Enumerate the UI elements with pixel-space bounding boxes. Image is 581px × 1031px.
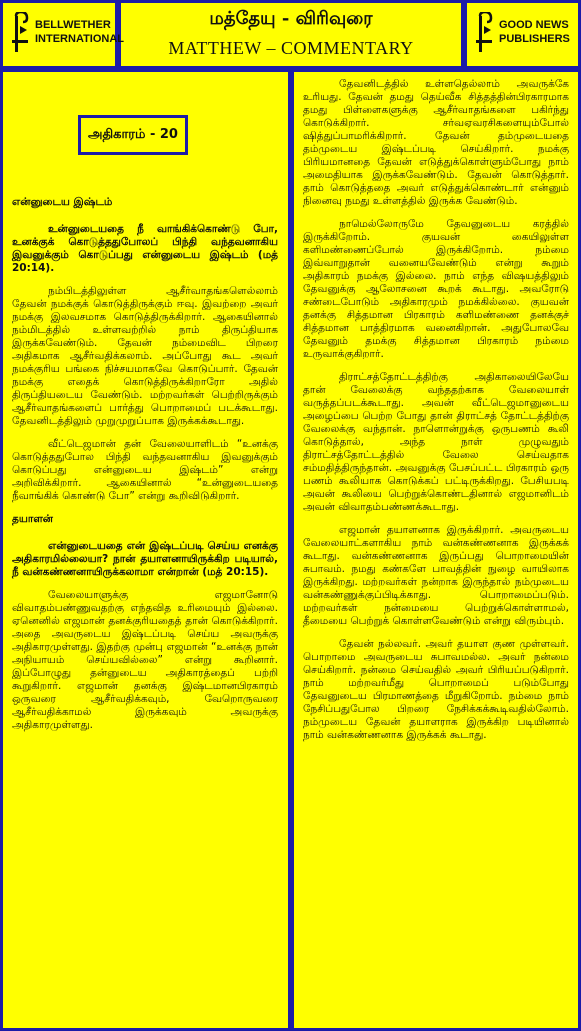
good-news-logo xyxy=(474,12,570,52)
paragraph: வீட்டெஜமான் தன் வேலையாளிடம் “உனக்கு கொடுத்ததுபோல பிந்தி வந்தவனாகிய இவனுக்கும் கொடுப்பது என்னுடைய இஷ்டம்” என்று அறிவிக்கிறார். ஆகையினால் “உன்னுடையதை நீவாங்கிக் கொண்டு போ” என்று கூறிவிடுகிறார். xyxy=(12,438,278,502)
title-english: MATTHEW – COMMENTARY xyxy=(168,38,414,58)
verse-quote: என்னுடையதை என் இஷ்டப்படி செய்ய எனக்கு அதிகாரமில்லையா? நான் தயாளனாயிருக்கிற படியால், நீ வன்கண்ணனாயிருக்கலாமா என்றான் (மத் 20:15). xyxy=(12,540,278,578)
bellwether-logo xyxy=(10,12,124,52)
paragraph: தேவன் நல்லவர். அவர் தயாள குண முள்ளவர். பொறாமை அவருடைய சுபாவமல்ல. அவர் நன்மை செய்கிறார். நன்மை செய்வதில் அவர் பிரியப்படுகிறார். நாம் மற்றவர்மீது பொறாமைப் படும்போது தேவனுடைய பிரமாணத்தை மீறுகிறோம். நம்மை நாம் நேசிப்பதுபோல பிறரை நேசிக்கக்கூடிவதில்லோம். நம்முடைய தேவன் தயாளராக இருக்கிற படியினால் நாம் வன்கண்ணனாக இருக்கக் கூடாது. xyxy=(303,638,569,741)
right-column-text xyxy=(303,78,569,752)
paragraph: தேவனிடத்தில் உள்ளதெல்லாம் அவருக்கே உரியது. தேவன் தமது தெய்வீக சித்தத்தின்பிரகாரமாக தமது பிள்ளைகளுக்கு ஆசீர்வாதங்களை பகிர்ந்து கொடுக்கிறார். சர்வஏவரசிகளையும்போல் ஷித்துப்பாமரிக்கிறார். தேவன் தம்முடையதை தம்முடைய இஷ்டப்படி செய்கிறார். நமக்கு பிரியமானதை தேவன் எடுத்துக்கொள்ளும்போது நாம் அமைதியாக இருக்கவேண்டும். தேவன் கொடுத்தார். தாம் கொடுத்ததை அவர் எடுத்துக்கொண்டார் என்னும் நினைவு நமது உள்ளத்தில் இருக்க வேண்டும். xyxy=(303,78,569,207)
section-heading: என்னுடைய இஷ்டம் xyxy=(12,196,113,208)
logo-right-line2: PUBLISHERS xyxy=(499,33,570,45)
shepherd-staff-icon xyxy=(10,12,32,52)
paragraph: நம்பிடத்திலுள்ள ஆசீர்வாதங்களெல்லாம் தேவன் நமக்குக் கொடுத்திருக்கும் ஈவு. இவற்றை அவர் நமக்கு இலவசமாக கொடுத்திருக்கிறார். ஆகையினால் நம்மிடத்தில் உள்ளவற்றில் நாம் திருப்தியாக இருக்கவேண்டும். தேவன் நம்மைவிட பிறரை அதிகமாக ஆசீர்வதிக்கலாம். அப்போது கூட அவர் நமக்குரிய பங்கை நிச்சயமாகவே கொடுப்பார். தேவன் நமக்கு எதைக் கொடுத்திருக்கிறாரோ அதில் திருப்தியடைய வேண்டும். மற்றவர்கள் பெற்றிருக்கும் ஆசீர்வாதங்களைப் பார்த்து பொறாமைப் படக்கூடாது. தேவனிடத்திலும் முறுமுறுப்பாக இருக்கக்கூடாது. xyxy=(12,285,278,427)
logo-right-line1: GOOD NEWS xyxy=(499,19,569,31)
title-tamil: மத்தேயு - விரிவுரை xyxy=(209,8,373,29)
logo-left-line1: BELLWETHER xyxy=(35,19,111,31)
verse-quote: உன்னுடையதை நீ வாங்கிக்கொண்டு போ, உனக்குக் கொடுத்ததுபோலப் பிந்தி வந்தவனாகிய இவனுக்கும் கொடுப்பது என்னுடைய இஷ்டம் (மத் 20:14). xyxy=(12,223,278,274)
shepherd-staff-icon xyxy=(474,12,496,52)
left-column-text xyxy=(12,196,278,742)
section-heading: தயாளன் xyxy=(12,513,53,525)
paragraph: எஜமான் தயாளனாக இருக்கிறார். அவருடைய வேலையாட்களாகிய நாம் வன்கண்ணனாக இருக்கக் கூடாது. வன்கண்ணனாக இருப்பது பொறாமையின் சுபாவம். நமது கண்களே பாவத்தின் நுழை வாயிலாக இருக்கிறது. மற்றவர்கள் நன்றாக இருந்தால் நம்முடைய வன்கண்ணுக்குப்பிடிக்காது. பொறாமைப்படும். மற்றவர்கள் நன்மையை பெற்றுக்கொள்ளாமல், தீமையை பெற்றுக் கொள்ளவேண்டும் என்று விரும்பும். xyxy=(303,524,569,627)
paragraph: நாமெல்லோருமே தேவனுடைய கரத்தில் இருக்கிறோம். குயவன் கையிலுள்ள களிமண்ணைப்போல் இருக்கிறோம். நம்மை இவ்வாறுதான் வனையவேண்டும் என்று கூறும் அதிகாரம் நமக்கு இல்லை. நாம் எந்த விஷயத்திலும் தேவனுக்கு ஆலோசனை கூறக் கூடாது. அவரோடு சண்டைபோடும் அதிகாரமும் நமக்கில்லை. குயவன் தனக்கு சித்தமான பிரகாரம் களிமண்ணை தனக்குச் சித்தமான பாத்திரமாக வனைகிறான். அதுபோலவே தேவனும் தமக்கு சித்தமான பிரகாரம் நம்மை உருவாக்குகிறார். xyxy=(303,218,569,360)
logo-left-line2: INTERNATIONAL xyxy=(35,33,125,45)
paragraph: வேலையாளுக்கு எஜமானோடு விவாதம்பண்ணுவதற்கு எந்தவித உரிமையும் இல்லை. ஏனெனில் எஜமான் தனக்குரியதைத் தான் கொடுக்கிறார். அதை அவருடைய இஷ்டப்படி செய்ய அவருக்கு அதிகாரமுள்ளது. இதற்கு முன்பு எஜமான் “உனக்கு நான் அநியாயம் செய்யவில்லை” என்று கூறினார். இப்போழுது தன்னுடைய அதிகாரத்தைப் பற்றி கூறுகிறார். எஜமான் தனக்கு இஷ்டமானபிரகாரம் ஒருவரை ஆசீர்வதிக்கவும், வேறொருவரை ஆசீர்வதிக்காமல் இருக்கவும் அவருக்கு அதிகாரமுள்ளது. xyxy=(12,589,278,731)
chapter-label: அதிகாரம் - 20 xyxy=(78,115,188,155)
paragraph: திராட்சத்தோட்டத்திற்கு அதிகாலையிலேயே தான் வேலைக்கு வந்ததற்காக வேலையாள் வருத்தப்படக்கூடாது. அவன் வீட்டெஜமானுடைய அழைப்பை பெற்ற போது தான் திராட்சத் தோட்டத்திற்கு வேலைக்கு வந்தான். நாளொன்றுக்கு ஒருபணம் கூலி கொடுத்தால், அந்த நாள் முழுவதும் திராட்சத்தோட்டத்தில் வேலை செய்வதாக சம்மதித்திருந்தான். அவனுக்கு பேசப்பட்ட பிரகாரம் ஒரு பணம் கூலியாக கொடுக்கப் பட்டிருக்கிறது. பேசியபடி அவன் கூலியை பெற்றுக்கொண்டதினால் எஜமானிடம் அவன் விவாதம்பண்ணக்கூடாது. xyxy=(303,371,569,513)
